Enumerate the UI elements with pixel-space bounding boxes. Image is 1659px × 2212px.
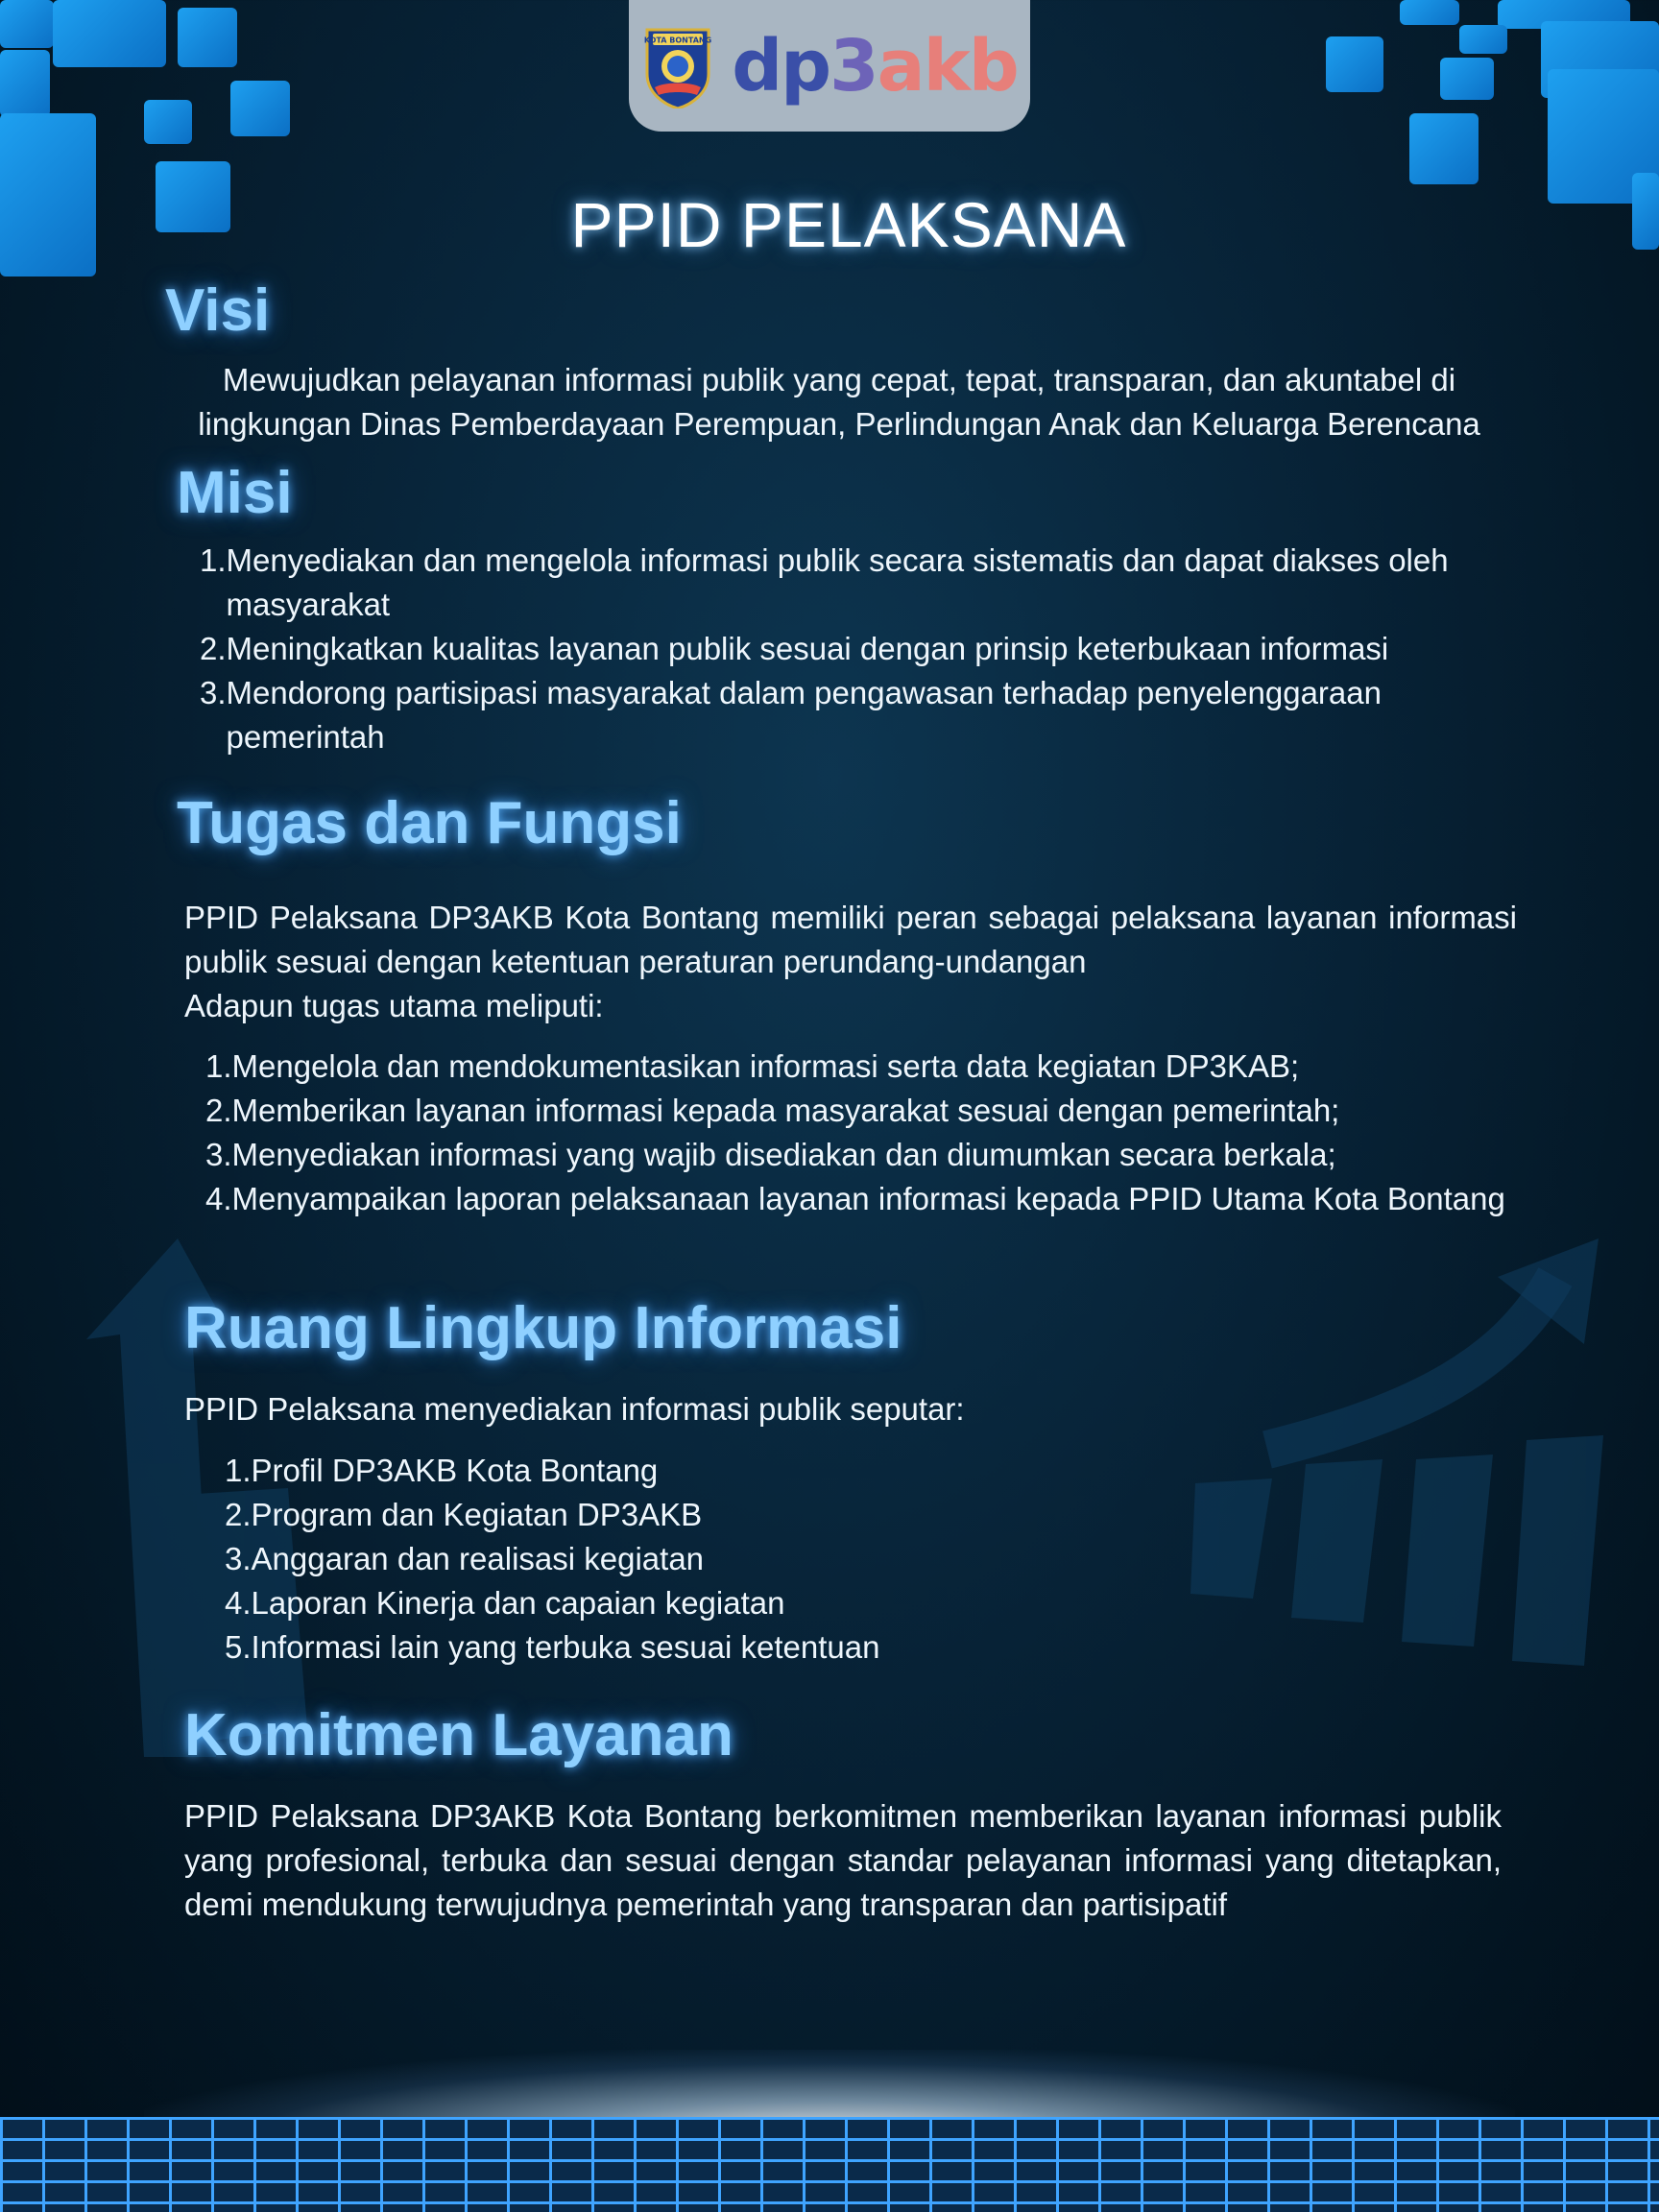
list-item	[225, 1537, 1473, 1581]
list-number: 1.	[200, 542, 227, 578]
list-number: 2.	[225, 1497, 252, 1532]
list-number: 2.	[200, 631, 227, 666]
emblem-text: KOTA BONTANG	[644, 36, 712, 44]
list-item	[225, 1493, 1473, 1537]
list-item	[200, 539, 1502, 627]
misi-heading: Misi	[177, 460, 293, 526]
list-text: Laporan Kinerja dan capaian kegiatan	[251, 1585, 785, 1621]
ruang-lead: PPID Pelaksana menyediakan informasi publik seputar:	[184, 1391, 965, 1427]
list-text: Mengelola dan mendokumentasikan informasi serta data kegiatan DP3KAB;	[231, 1048, 1300, 1084]
list-item	[205, 1089, 1513, 1133]
list-item	[225, 1581, 1473, 1625]
page-title: PPID PELAKSANA	[570, 189, 1127, 260]
list-number: 3.	[225, 1541, 252, 1576]
tugas-intro: PPID Pelaksana DP3AKB Kota Bontang memiliki peran sebagai pelaksana layanan informasi publik sesuai dengan ketentuan peraturan perundang-undangan	[184, 900, 1517, 979]
list-text: Memberikan layanan informasi kepada masyarakat sesuai dengan pemerintah;	[231, 1093, 1340, 1128]
list-item	[225, 1449, 1473, 1493]
list-text: Program dan Kegiatan DP3AKB	[251, 1497, 703, 1532]
list-item	[205, 1045, 1513, 1089]
list-item	[200, 627, 1502, 671]
list-item	[200, 671, 1502, 759]
list-number: 5.	[225, 1629, 252, 1665]
list-number: 3.	[200, 675, 227, 710]
list-text: Menyediakan informasi yang wajib disediakan dan diumumkan secara berkala;	[231, 1137, 1336, 1172]
list-text: Anggaran dan realisasi kegiatan	[251, 1541, 705, 1576]
komitmen-heading: Komitmen Layanan	[184, 1702, 733, 1768]
list-text: Mendorong partisipasi masyarakat dalam pengawasan terhadap penyelenggaraan pemerintah	[226, 675, 1382, 755]
komitmen-text: PPID Pelaksana DP3AKB Kota Bontang berkomitmen memberikan layanan informasi publik yang profesional, terbuka dan sesuai dengan standar pelayanan informasi yang ditetapkan, demi mendukung terwujudnya pemerintah yang transparan dan partisipatif	[184, 1798, 1502, 1922]
tugas-heading: Tugas dan Fungsi	[177, 790, 682, 856]
list-number: 1.	[205, 1048, 232, 1084]
list-text: Menyampaikan laporan pelaksanaan layanan informasi kepada PPID Utama Kota Bontang	[231, 1181, 1505, 1216]
visi-heading: Visi	[165, 277, 271, 344]
list-text: Meningkatkan kualitas layanan publik sesuai dengan prinsip keterbukaan informasi	[226, 631, 1389, 666]
list-number: 4.	[205, 1181, 232, 1216]
top-right-pixel-squares	[1325, 0, 1659, 307]
ruang-list	[225, 1449, 1473, 1670]
brand-part-3: 3	[830, 24, 878, 108]
brand-part-akb: akb	[877, 24, 1018, 108]
list-number: 2.	[205, 1093, 232, 1128]
tugas-lead: Adapun tugas utama meliputi:	[184, 988, 604, 1023]
list-number: 3.	[205, 1137, 232, 1172]
visi-text: Mewujudkan pelayanan informasi publik yang cepat, tepat, transparan, dan akuntabel di lingkungan Dinas Pemberdayaan Perempuan, Perlindungan Anak dan Keluarga Berencana	[198, 362, 1480, 442]
kota-bontang-emblem	[641, 24, 714, 108]
brand-part-dp: dp	[732, 24, 830, 108]
ruang-heading: Ruang Lingkup Informasi	[184, 1295, 902, 1361]
tugas-list	[205, 1045, 1513, 1221]
list-text: Informasi lain yang terbuka sesuai ketentuan	[251, 1629, 880, 1665]
list-number: 1.	[225, 1453, 252, 1488]
grid-floor-decoration	[0, 2117, 1659, 2212]
list-item	[205, 1177, 1513, 1221]
header-logo-box	[629, 0, 1030, 132]
list-item	[225, 1625, 1473, 1670]
list-text: Menyediakan dan mengelola informasi publik secara sistematis dan dapat diakses oleh masyarakat	[226, 542, 1449, 622]
dp3akb-brand-logo	[732, 24, 1018, 108]
list-number: 4.	[225, 1585, 252, 1621]
top-left-pixel-squares	[0, 0, 307, 307]
misi-list	[200, 539, 1502, 759]
list-item	[205, 1133, 1513, 1177]
list-text: Profil DP3AKB Kota Bontang	[251, 1453, 659, 1488]
